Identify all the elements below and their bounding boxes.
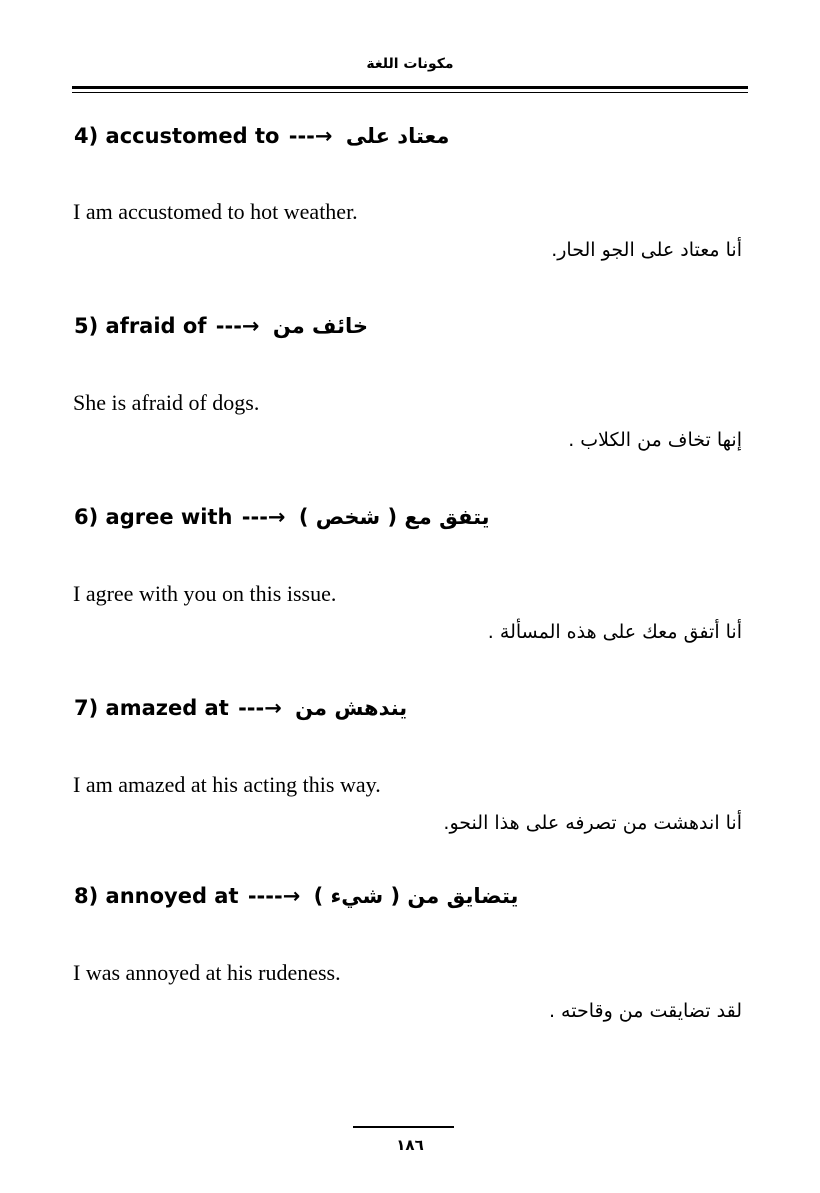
arrow-icon: ---→ [241, 505, 286, 529]
english-example: I am accustomed to hot weather. [73, 199, 358, 224]
arabic-example: إنها تخاف من الكلاب . [568, 429, 742, 451]
entry-term: 8) annoyed at [74, 884, 239, 908]
entry-arabic: يتفق مع ( شخص ) [298, 505, 490, 529]
english-example: She is afraid of dogs. [73, 390, 260, 415]
entry-arabic: يتضايق من ( شيء ) [313, 884, 519, 908]
page-number: ١٨٦ [396, 1136, 424, 1154]
arrow-icon: ----→ [247, 884, 301, 908]
arabic-example: أنا أتفق معك على هذه المسألة . [487, 621, 742, 643]
entry-heading [74, 505, 490, 529]
header-rule [72, 86, 748, 93]
arabic-example: لقد تضايقت من وقاحته . [548, 1000, 742, 1022]
entry-term: 4) accustomed to [74, 124, 280, 148]
entry-arabic: خائف من [272, 314, 368, 338]
arrow-icon: ---→ [238, 696, 282, 720]
english-example: I am amazed at his acting this way. [73, 772, 381, 797]
entry-heading [74, 884, 518, 908]
running-header: مكونات اللغة [366, 56, 454, 72]
arabic-example: أنا اندهشت من تصرفه على هذا النحو. [443, 812, 742, 834]
entry-term: 6) agree with [74, 505, 233, 529]
arrow-icon: ---→ [215, 314, 260, 338]
entry-heading [74, 314, 368, 338]
english-example: I agree with you on this issue. [73, 581, 337, 606]
entry-arabic: معتاد على [345, 124, 450, 148]
entry-heading [74, 124, 449, 148]
entry-term: 5) afraid of [74, 314, 207, 338]
arrow-icon: ---→ [288, 124, 333, 148]
arabic-example: أنا معتاد على الجو الحار. [551, 239, 742, 261]
entry-term: 7) amazed at [74, 696, 229, 720]
footer-rule [353, 1126, 454, 1128]
entry-arabic: يندهش من [295, 696, 408, 720]
english-example: I was annoyed at his rudeness. [73, 960, 341, 985]
entry-heading [74, 696, 407, 720]
